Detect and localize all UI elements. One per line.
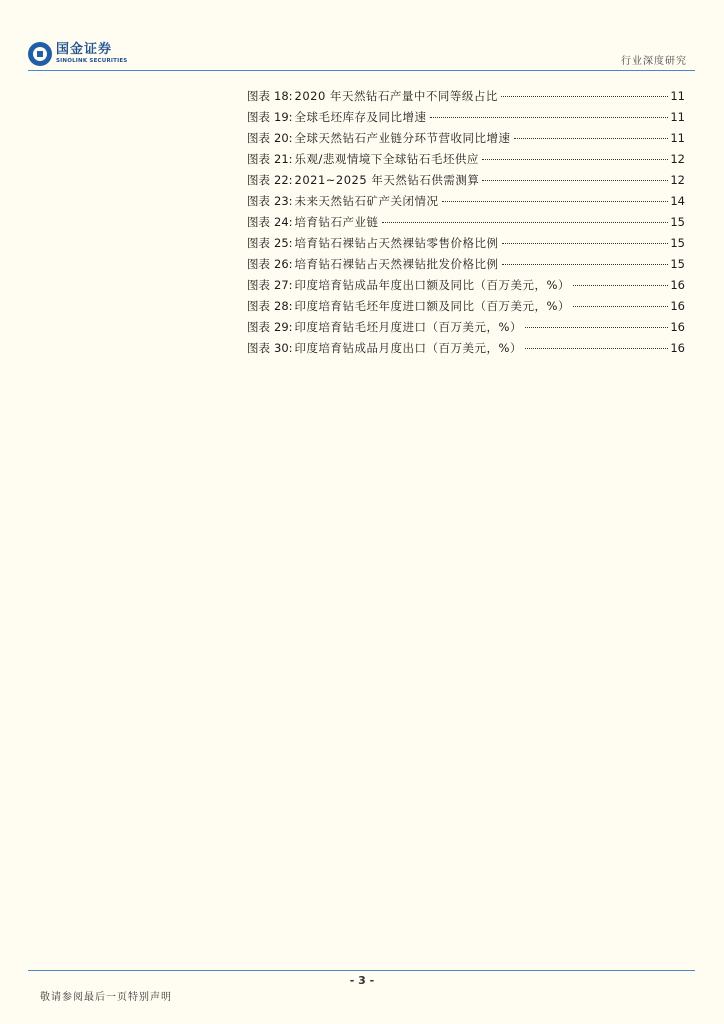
toc-entry-page: 16: [670, 299, 685, 313]
toc-entry-number: 28:: [274, 299, 293, 313]
toc-entry-page: 16: [670, 278, 685, 292]
toc-entry-page: 12: [670, 173, 685, 187]
toc-entry-number: 19:: [274, 110, 293, 124]
page-header: [0, 0, 724, 76]
toc-entry[interactable]: [247, 151, 685, 172]
toc-entry-label: 图表: [247, 173, 270, 187]
toc-entry-page: 16: [670, 320, 685, 334]
toc-entry-title: 印度培育钻毛坯月度进口（百万美元，%）: [294, 320, 522, 334]
toc-entry-number: 30:: [274, 341, 293, 355]
toc-entry-title: 乐观/悲观情境下全球钻石毛坯供应: [294, 152, 479, 166]
toc-leader-dots: [482, 159, 668, 160]
disclaimer-text: 敬请参阅最后一页特别声明: [40, 992, 172, 1003]
toc-entry-title: 全球天然钻石产业链分环节营收同比增速: [294, 131, 511, 145]
toc-entry-title: 培育钻石裸钻占天然裸钻零售价格比例: [294, 236, 499, 250]
toc-entry-number: 25:: [274, 236, 293, 250]
toc-entry-title: 2020 年天然钻石产量中不同等级占比: [294, 89, 498, 103]
toc-entry-number: 20:: [274, 131, 293, 145]
toc-entry-page: 11: [670, 131, 685, 145]
toc-entry[interactable]: [247, 235, 685, 256]
toc-leader-dots: [502, 243, 669, 244]
toc-entry-title: 印度培育钻成品年度出口额及同比（百万美元，%）: [294, 278, 570, 292]
logo-name-cn: 国金证券: [56, 42, 113, 58]
toc-entry-label: 图表: [247, 320, 270, 334]
toc-entry-label: 图表: [247, 236, 270, 250]
header-divider: [28, 70, 695, 71]
logo-name-en: SINOLINK SECURITIES: [56, 58, 128, 65]
toc-entry[interactable]: [247, 319, 685, 340]
toc-leader-dots: [502, 264, 669, 265]
toc-entry-label: 图表: [247, 110, 270, 124]
toc-entry-number: 27:: [274, 278, 293, 292]
toc-entry-label: 图表: [247, 89, 270, 103]
toc-entry-label: 图表: [247, 194, 270, 208]
toc-entry-page: 15: [670, 236, 685, 250]
toc-entry[interactable]: [247, 172, 685, 193]
toc-leader-dots: [430, 117, 669, 118]
toc-entry-title: 印度培育钻毛坯年度进口额及同比（百万美元，%）: [294, 299, 570, 313]
page-number: - 3 -: [349, 974, 375, 987]
toc-entry[interactable]: [247, 193, 685, 214]
toc-entry-number: 18:: [274, 89, 293, 103]
toc-entry-number: 23:: [274, 194, 293, 208]
toc-entry[interactable]: [247, 256, 685, 277]
footer-divider: [28, 970, 695, 971]
toc-entry-number: 29:: [274, 320, 293, 334]
toc-entry[interactable]: [247, 340, 685, 361]
toc-entry-title: 未来天然钻石矿产关闭情况: [294, 194, 439, 208]
toc-entry-number: 21:: [274, 152, 293, 166]
toc-entry[interactable]: [247, 109, 685, 130]
logo-icon: [28, 42, 52, 66]
toc-entry-number: 26:: [274, 257, 293, 271]
toc-leader-dots: [525, 327, 668, 328]
toc-entry-label: 图表: [247, 152, 270, 166]
company-logo: [28, 42, 127, 66]
toc-entry-page: 16: [670, 341, 685, 355]
toc-entry-page: 14: [670, 194, 685, 208]
toc-entry-label: 图表: [247, 257, 270, 271]
toc-entry[interactable]: [247, 88, 685, 109]
toc-entry-label: 图表: [247, 299, 270, 313]
toc-entry-page: 11: [670, 89, 685, 103]
table-of-figures: [247, 88, 685, 361]
toc-entry-label: 图表: [247, 341, 270, 355]
toc-entry-page: 12: [670, 152, 685, 166]
toc-entry-title: 2021~2025 年天然钻石供需测算: [294, 173, 480, 187]
toc-entry-page: 11: [670, 110, 685, 124]
toc-leader-dots: [514, 138, 669, 139]
toc-entry-page: 15: [670, 257, 685, 271]
toc-leader-dots: [525, 348, 668, 349]
toc-entry-label: 图表: [247, 215, 270, 229]
toc-leader-dots: [442, 201, 669, 202]
toc-leader-dots: [573, 306, 668, 307]
toc-entry[interactable]: [247, 277, 685, 298]
toc-leader-dots: [482, 180, 668, 181]
toc-entry-number: 24:: [274, 215, 293, 229]
toc-entry-label: 图表: [247, 278, 270, 292]
toc-entry-page: 15: [670, 215, 685, 229]
toc-leader-dots: [501, 96, 668, 97]
document-type: 行业深度研究: [621, 56, 687, 67]
toc-leader-dots: [382, 222, 669, 223]
toc-leader-dots: [573, 285, 668, 286]
logo-text: [56, 43, 127, 65]
toc-entry[interactable]: [247, 298, 685, 319]
toc-entry-title: 培育钻石产业链: [294, 215, 379, 229]
toc-entry-title: 印度培育钻成品月度出口（百万美元，%）: [294, 341, 522, 355]
toc-entry[interactable]: [247, 130, 685, 151]
toc-entry-title: 培育钻石裸钻占天然裸钻批发价格比例: [294, 257, 499, 271]
toc-entry-label: 图表: [247, 131, 270, 145]
toc-entry-title: 全球毛坯库存及同比增速: [294, 110, 427, 124]
toc-entry-number: 22:: [274, 173, 293, 187]
toc-entry[interactable]: [247, 214, 685, 235]
